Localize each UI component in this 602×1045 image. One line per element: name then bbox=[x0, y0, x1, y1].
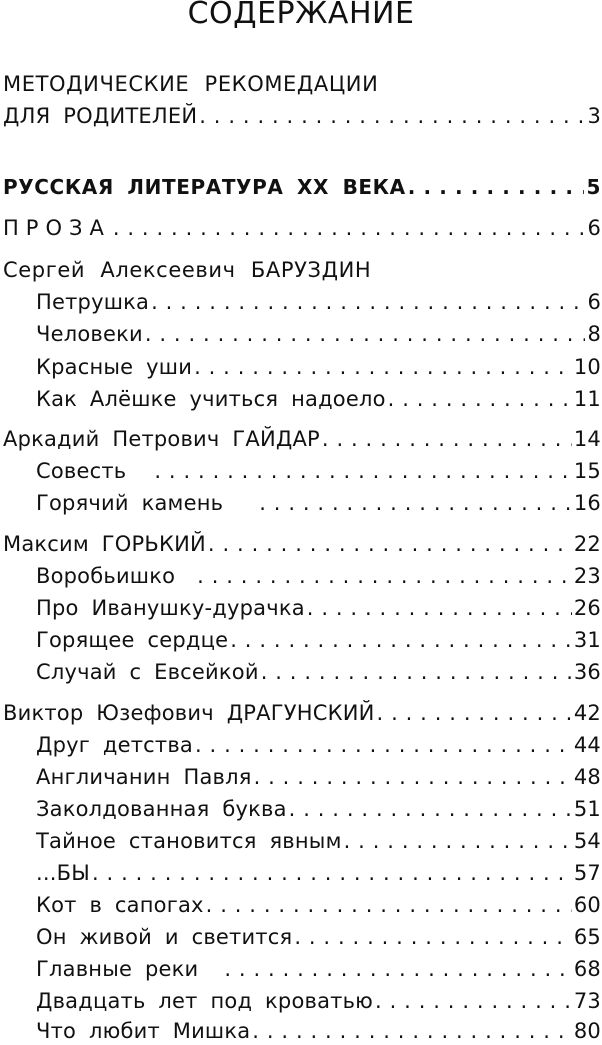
toc-entry-label: Максим ГОРЬКИЙ bbox=[3, 532, 206, 556]
dot-leader bbox=[230, 626, 572, 654]
dot-leader bbox=[145, 320, 586, 348]
toc-entry[interactable] bbox=[36, 658, 601, 686]
toc-entry-page: 5 bbox=[586, 175, 601, 199]
toc-entry-page: 68 bbox=[573, 957, 601, 981]
toc-entry[interactable] bbox=[36, 955, 601, 983]
dot-leader bbox=[254, 763, 572, 791]
intro-line-1: МЕТОДИЧЕСКИЕ РЕКОМЕДАЦИИ bbox=[3, 72, 379, 96]
toc-entry[interactable] bbox=[36, 827, 601, 855]
dot-leader bbox=[206, 891, 572, 919]
toc-entry-label: Двадцать лет под кроватью bbox=[36, 989, 374, 1013]
toc-entry-page: 57 bbox=[573, 861, 601, 885]
toc-entry-label: Про Иванушку-дурачка bbox=[36, 596, 305, 620]
toc-entry-page: 16 bbox=[573, 491, 601, 515]
toc-entry-page: 65 bbox=[573, 925, 601, 949]
toc-entry-page: 36 bbox=[573, 660, 601, 684]
toc-entry-label: Петрушка bbox=[36, 290, 150, 314]
dot-leader bbox=[194, 353, 572, 381]
toc-entry-intro[interactable] bbox=[3, 102, 601, 130]
toc-entry-page: 23 bbox=[573, 564, 601, 588]
toc-entry-page: 3 bbox=[587, 104, 601, 128]
toc-entry-page: 10 bbox=[573, 355, 601, 379]
toc-entry-page: 26 bbox=[573, 596, 601, 620]
toc-entry[interactable] bbox=[36, 1017, 601, 1045]
toc-entry-label: Заколдованная буква bbox=[36, 797, 287, 821]
dot-leader bbox=[199, 102, 585, 130]
toc-entry-label: Аркадий Петрович ГАЙДАР bbox=[3, 427, 320, 451]
toc-entry-page: 51 bbox=[573, 797, 601, 821]
toc-entry-label: Что любит Мишка bbox=[36, 1019, 251, 1043]
toc-entry[interactable] bbox=[36, 562, 601, 590]
toc-entry-label: Красные уши bbox=[36, 355, 193, 379]
toc-entry-page: 22 bbox=[573, 532, 601, 556]
toc-entry[interactable] bbox=[36, 320, 601, 348]
toc-entry[interactable] bbox=[36, 763, 601, 791]
toc-entry[interactable] bbox=[36, 859, 601, 887]
page-title: СОДЕРЖАНИЕ bbox=[187, 0, 415, 31]
toc-entry-label: ...БЫ bbox=[36, 861, 90, 885]
toc-entry-label: Воробьишко bbox=[36, 564, 176, 588]
toc-entry[interactable] bbox=[36, 987, 601, 1015]
toc-entry-label: Кот в сапогах bbox=[36, 893, 204, 917]
toc-entry-label: Случай с Евсейкой bbox=[36, 660, 259, 684]
dot-leader bbox=[197, 562, 572, 590]
toc-entry[interactable] bbox=[36, 489, 601, 517]
dot-leader bbox=[195, 731, 572, 759]
toc-entry-label: Англичанин Павля bbox=[36, 765, 252, 789]
toc-entry-label: РУССКАЯ ЛИТЕРАТУРА XX ВЕКА bbox=[3, 175, 406, 199]
dot-leader bbox=[388, 385, 572, 413]
dot-leader bbox=[289, 795, 572, 823]
toc-entry-page: 31 bbox=[573, 628, 601, 652]
toc-entry-label: Горящее сердце bbox=[36, 628, 229, 652]
toc-entry-label: Друг детства bbox=[36, 733, 193, 757]
toc-entry[interactable] bbox=[36, 385, 601, 413]
toc-entry[interactable] bbox=[36, 288, 601, 316]
author-baruzdin: Сергей Алексеевич БАРУЗДИН bbox=[3, 258, 372, 282]
dot-leader bbox=[113, 214, 586, 242]
toc-entry[interactable] bbox=[36, 626, 601, 654]
dot-leader bbox=[307, 594, 572, 622]
toc-entry[interactable] bbox=[36, 795, 601, 823]
toc-entry-page: 73 bbox=[573, 989, 601, 1013]
toc-entry[interactable] bbox=[36, 457, 601, 485]
dot-leader bbox=[224, 955, 572, 983]
dot-leader bbox=[154, 457, 572, 485]
dot-leader bbox=[261, 658, 572, 686]
toc-entry-label: Как Алёшке учиться надоело bbox=[36, 387, 386, 411]
dot-leader bbox=[322, 425, 572, 453]
toc-entry[interactable] bbox=[36, 923, 601, 951]
dot-leader bbox=[344, 827, 572, 855]
dot-leader bbox=[252, 1017, 572, 1045]
toc-entry-page: 14 bbox=[573, 427, 601, 451]
dot-leader bbox=[151, 288, 585, 316]
toc-entry-label: Он живой и светится bbox=[36, 925, 293, 949]
toc-entry-prose[interactable] bbox=[3, 214, 601, 242]
toc-entry[interactable] bbox=[36, 891, 601, 919]
toc-entry-label: Главные реки bbox=[36, 957, 199, 981]
toc-entry-page: 11 bbox=[573, 387, 601, 411]
toc-entry-page: 6 bbox=[587, 216, 601, 240]
toc-entry-page: 6 bbox=[587, 290, 601, 314]
toc-entry-label: Человеки bbox=[36, 322, 143, 346]
toc-entry[interactable] bbox=[36, 731, 601, 759]
toc-entry-label: Виктор Юзефович ДРАГУНСКИЙ bbox=[3, 701, 375, 725]
toc-entry-page: 44 bbox=[573, 733, 601, 757]
toc-entry-page: 8 bbox=[587, 322, 601, 346]
toc-entry-page: 54 bbox=[573, 829, 601, 853]
dot-leader bbox=[377, 699, 572, 727]
author-gorky[interactable] bbox=[3, 530, 601, 558]
dot-leader bbox=[208, 530, 572, 558]
dot-leader bbox=[408, 173, 585, 201]
toc-entry-page: 80 bbox=[573, 1019, 601, 1043]
toc-entry-page: 15 bbox=[573, 459, 601, 483]
dot-leader bbox=[259, 489, 572, 517]
toc-entry-label: Тайное становится явным bbox=[36, 829, 342, 853]
toc-section-heading[interactable] bbox=[3, 173, 601, 201]
toc-entry[interactable] bbox=[36, 594, 601, 622]
toc-entry[interactable] bbox=[36, 353, 601, 381]
author-dragunsky[interactable] bbox=[3, 699, 601, 727]
toc-entry-label: Совесть bbox=[36, 459, 127, 483]
toc-entry-label: ДЛЯ РОДИТЕЛЕЙ bbox=[3, 104, 198, 128]
toc-entry-label: ПРОЗА bbox=[3, 216, 111, 240]
dot-leader bbox=[375, 987, 572, 1015]
toc-entry-page: 60 bbox=[573, 893, 601, 917]
toc-entry-page: 48 bbox=[573, 765, 601, 789]
toc-entry-page: 42 bbox=[573, 701, 601, 725]
dot-leader bbox=[294, 923, 572, 951]
toc-entry-label: Горячий камень bbox=[36, 491, 224, 515]
author-gaidar[interactable] bbox=[3, 425, 601, 453]
dot-leader bbox=[92, 859, 572, 887]
